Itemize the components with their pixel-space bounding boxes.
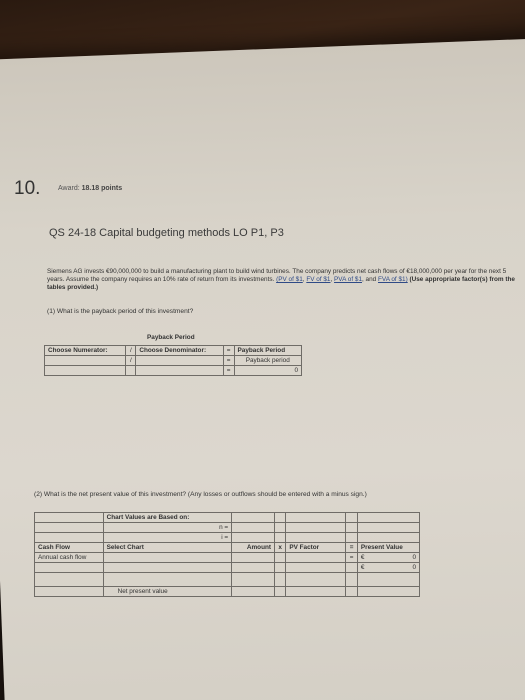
present-value-header: Present Value — [357, 543, 419, 553]
empty-cell — [286, 513, 346, 523]
present-value-amount: 0 — [412, 564, 416, 571]
denominator-header: Choose Denominator: — [136, 346, 223, 356]
npv-table — [34, 512, 420, 597]
denominator-input[interactable] — [136, 366, 223, 376]
table-row — [35, 523, 420, 533]
pv-factor-header: PV Factor — [286, 543, 346, 553]
amount-input[interactable] — [232, 553, 275, 563]
result-label: Payback period — [234, 356, 302, 366]
payback-table — [44, 345, 302, 376]
divide-symbol: / — [126, 346, 136, 356]
empty-cell — [346, 573, 358, 587]
empty-cell — [275, 523, 286, 533]
problem-text — [47, 268, 522, 293]
empty-cell — [286, 573, 346, 587]
table-row — [35, 587, 420, 597]
select-chart-dropdown[interactable] — [103, 553, 232, 563]
empty-cell — [357, 573, 419, 587]
link-fva-of-1[interactable]: FVA of $1) — [378, 276, 408, 284]
numerator-select[interactable] — [45, 356, 126, 366]
equals-symbol: = — [346, 553, 358, 563]
amount-input[interactable] — [232, 563, 275, 573]
link-joiner: , — [330, 276, 335, 284]
pv-factor-input[interactable] — [286, 553, 346, 563]
cash-flow-header: Cash Flow — [35, 543, 104, 553]
table-row — [35, 543, 420, 553]
problem-text-main: Siemens AG invests €90,000,000 to build a manufacturing plant to build wind turbines. The company predicts net cash flows of €18,000,000 per year for the next 5 years. Assume the company requires an 10% rate of return from its investments. — [47, 268, 507, 284]
table-row — [35, 513, 420, 523]
empty-cell — [232, 513, 275, 523]
table-row — [45, 356, 302, 366]
empty-cell — [126, 366, 136, 376]
select-chart-header: Select Chart — [103, 543, 232, 553]
annual-cash-flow-label: Annual cash flow — [35, 553, 104, 563]
empty-cell — [357, 513, 419, 523]
empty-cell — [346, 533, 358, 543]
equals-symbol: = — [223, 356, 234, 366]
empty-cell — [275, 533, 286, 543]
link-fv-of-1[interactable]: FV of $1 — [306, 276, 331, 284]
table-row — [35, 563, 420, 573]
table-row — [35, 573, 420, 587]
result-header: Payback Period — [234, 346, 302, 356]
empty-cell — [275, 513, 286, 523]
empty-cell — [35, 533, 104, 543]
empty-cell — [357, 523, 419, 533]
empty-cell — [103, 573, 232, 587]
empty-cell — [35, 587, 104, 597]
empty-cell — [35, 573, 104, 587]
empty-cell — [357, 533, 419, 543]
empty-cell — [286, 533, 346, 543]
payback-result-value: 0 — [234, 366, 302, 376]
table-row — [35, 553, 420, 563]
numerator-header: Choose Numerator: — [45, 346, 126, 356]
empty-cell — [346, 563, 358, 573]
i-label: i = — [103, 533, 232, 543]
pv-factor-input[interactable] — [286, 563, 346, 573]
empty-cell — [346, 587, 358, 597]
payback-table-title: Payback Period — [147, 334, 195, 341]
empty-cell — [346, 513, 358, 523]
currency-symbol: € — [360, 564, 365, 571]
link-pv-of-1[interactable]: (PV of $1 — [276, 276, 303, 284]
empty-cell — [286, 523, 346, 533]
link-joiner: , and — [362, 276, 378, 284]
empty-cell — [346, 523, 358, 533]
currency-symbol: € — [360, 554, 365, 561]
n-input[interactable] — [232, 523, 275, 533]
empty-cell — [232, 587, 275, 597]
part2-question: (2) What is the net present value of this investment? (Any losses or outflows should be entered with a minus sign.) — [34, 491, 367, 498]
table-row — [35, 533, 420, 543]
award-points — [58, 185, 122, 192]
present-value-cell — [357, 553, 419, 563]
link-pva-of-1[interactable]: PVA of $1 — [334, 276, 362, 284]
problem-instruction: (Use appropriate factor(s) from the tables provided.) — [47, 276, 515, 292]
present-value-cell — [357, 563, 419, 573]
divide-symbol: / — [126, 356, 136, 366]
award-value: 18.18 points — [81, 185, 123, 192]
empty-cell — [275, 563, 286, 573]
question-title: QS 24-18 Capital budgeting methods LO P1, P3 — [49, 227, 284, 239]
table-row — [45, 366, 302, 376]
select-chart-dropdown[interactable] — [103, 563, 232, 573]
equals-symbol: = — [223, 346, 234, 356]
empty-cell — [232, 573, 275, 587]
present-value-amount: 0 — [412, 554, 416, 561]
net-present-value-label: Net present value — [103, 587, 232, 597]
part1-question: (1) What is the payback period of this investment? — [47, 308, 194, 315]
question-number: 10. — [14, 178, 41, 199]
net-present-value-input[interactable] — [357, 587, 419, 597]
numerator-input[interactable] — [45, 366, 126, 376]
empty-cell — [275, 573, 286, 587]
equals-symbol: = — [223, 366, 234, 376]
link-joiner: , — [302, 276, 307, 284]
cash-flow-input[interactable] — [35, 563, 104, 573]
empty-cell — [275, 553, 286, 563]
empty-cell — [275, 587, 286, 597]
times-symbol: x — [275, 543, 286, 553]
amount-header: Amount — [232, 543, 275, 553]
award-label: Award: — [58, 185, 80, 192]
n-label: n = — [103, 523, 232, 533]
i-input[interactable] — [232, 533, 275, 543]
chart-values-label: Chart Values are Based on: — [103, 513, 232, 523]
table-row — [45, 346, 302, 356]
equals-symbol: = — [346, 543, 358, 553]
empty-cell — [35, 523, 104, 533]
empty-cell — [35, 513, 104, 523]
denominator-select[interactable] — [136, 356, 223, 366]
empty-cell — [286, 587, 346, 597]
